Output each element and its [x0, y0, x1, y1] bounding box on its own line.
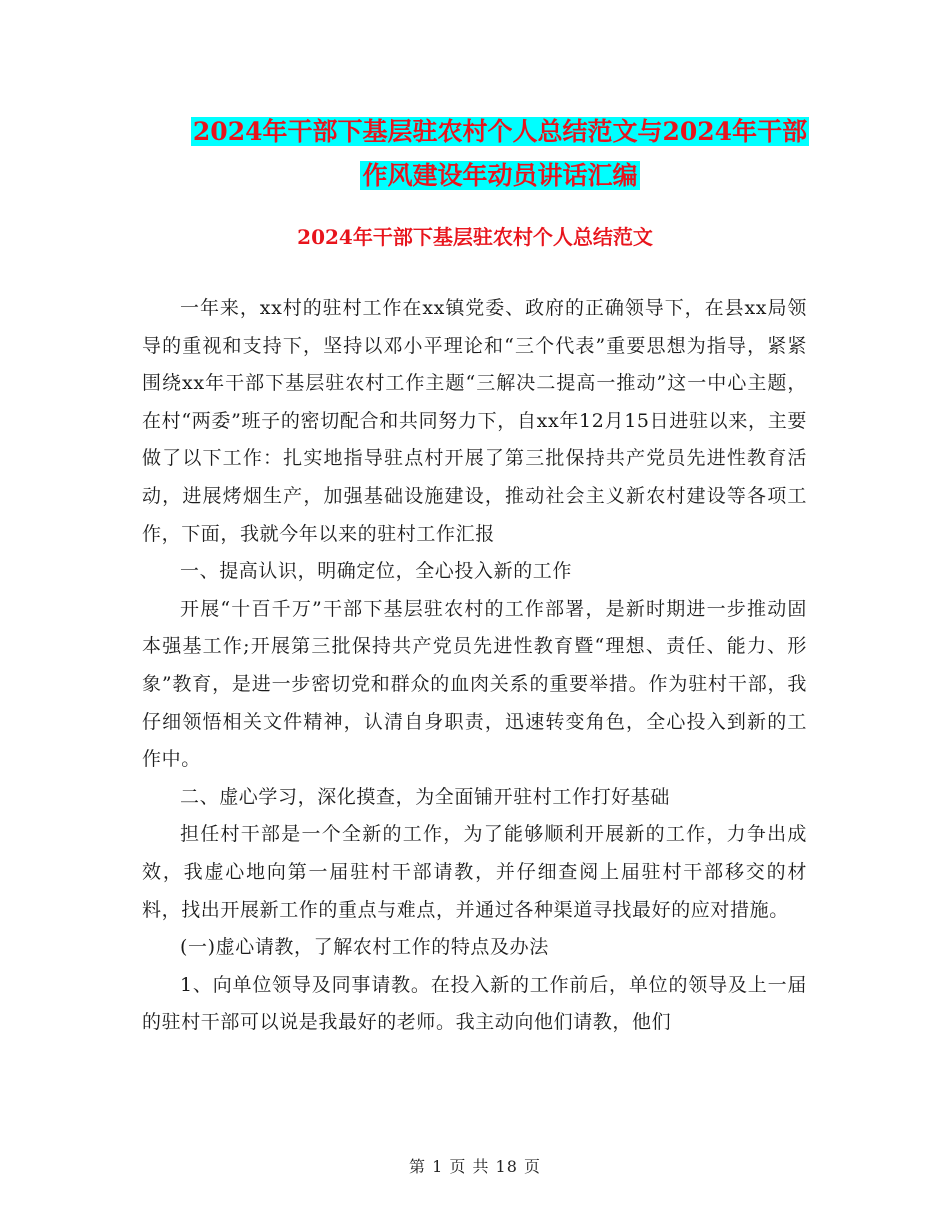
paragraph: 1、向单位领导及同事请教。在投入新的工作前后，单位的领导及上一届的驻村干部可以说是我最好的老师。我主动向他们请教，他们	[142, 973, 807, 1034]
paragraph: 开展“十百千万”干部下基层驻农村的工作部署，是新时期进一步推动固本强基工作;开展第三批保持共产党员先进性教育暨“理想、责任、能力、形象”教育，是进一步密切党和群众的血肉关系的重要举措。作为驻村干部，我仔细领悟相关文件精神，认清自身职责，迅速转变角色，全心投入到新的工作中。	[142, 597, 807, 771]
document-body	[142, 290, 807, 1042]
document-title	[140, 110, 860, 198]
section-heading: 二、虚心学习，深化摸查，为全面铺开驻村工作打好基础	[180, 785, 671, 808]
page-footer: 第 1 页 共 18 页	[409, 1157, 541, 1176]
paragraph: 一年来，xx村的驻村工作在xx镇党委、政府的正确领导下，在县xx局领导的重视和支持下，坚持以邓小平理论和“三个代表”重要思想为指导，紧紧围绕xx年干部下基层驻农村工作主题“三解决二提高一推动”这一中心主题，在村“两委”班子的密切配合和共同努力下，自xx年12月15日进驻以来，主要做了以下工作：扎实地指导驻点村开展了第三批保持共产党员先进性教育活动，进展烤烟生产，加强基础设施建设，推动社会主义新农村建设等各项工作，下面，我就今年以来的驻村工作汇报	[142, 297, 807, 545]
section-heading: 一、提高认识，明确定位，全心投入新的工作	[180, 560, 573, 583]
subsection-heading: (一)虚心请教，了解农村工作的特点及办法	[180, 936, 549, 959]
title-line-2: 作风建设年动员讲话汇编	[362, 161, 638, 190]
title-line-1: 2024年干部下基层驻农村个人总结范文与2024年干部	[192, 117, 808, 146]
paragraph: 担任村干部是一个全新的工作，为了能够顺利开展新的工作，力争出成效，我虚心地向第一届驻村干部请教，并仔细查阅上届驻村干部移交的材料，找出开展新工作的重点与难点，并通过各种渠道寻找最好的应对措施。	[142, 823, 807, 921]
section-title: 2024年干部下基层驻农村个人总结范文	[297, 225, 653, 249]
